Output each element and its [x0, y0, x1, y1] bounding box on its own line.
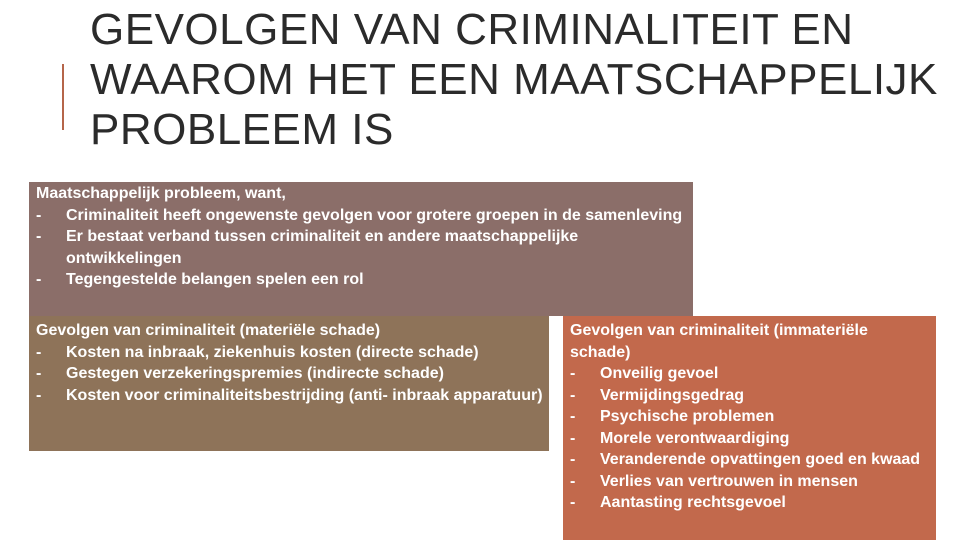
list-item: - Kosten voor criminaliteitsbestrijding (anti- inbraak apparatuur): [36, 385, 549, 407]
societal-problem-box: [29, 182, 693, 316]
list-item: - Tegengestelde belangen spelen een rol: [36, 269, 693, 291]
slide-title: GEVOLGEN VAN CRIMINALITEIT EN WAAROM HET EEN MAATSCHAPPELIJK PROBLEEM IS: [90, 5, 938, 154]
list-item: - Er bestaat verband tussen criminaliteit en andere maatschappelijke ontwikkelingen: [36, 226, 693, 269]
title-accent-bar: [62, 64, 64, 130]
immaterial-damage-heading: Gevolgen van criminaliteit (immateriële schade): [570, 322, 868, 361]
material-damage-heading: Gevolgen van criminaliteit (materiële schade): [36, 322, 381, 339]
list-item: - Aantasting rechtsgevoel: [570, 492, 936, 514]
list-item: - Psychische problemen: [570, 406, 936, 428]
list-item: - Morele verontwaardiging: [570, 428, 936, 450]
list-item: - Vermijdingsgedrag: [570, 385, 936, 407]
societal-problem-list: [36, 205, 693, 291]
list-item: - Onveilig gevoel: [570, 363, 936, 385]
list-item: - Criminaliteit heeft ongewenste gevolgen voor grotere groepen in de samenleving: [36, 205, 693, 227]
list-item: - Verlies van vertrouwen in mensen: [570, 471, 936, 493]
list-item: - Veranderende opvattingen goed en kwaad: [570, 449, 936, 471]
immaterial-damage-list: [570, 363, 936, 514]
societal-problem-heading: Maatschappelijk probleem, want,: [36, 185, 286, 202]
list-item: - Kosten na inbraak, ziekenhuis kosten (directe schade): [36, 342, 549, 364]
immaterial-damage-box: [563, 316, 936, 540]
material-damage-list: [36, 342, 549, 407]
material-damage-box: [29, 316, 549, 451]
list-item: - Gestegen verzekeringspremies (indirecte schade): [36, 363, 549, 385]
